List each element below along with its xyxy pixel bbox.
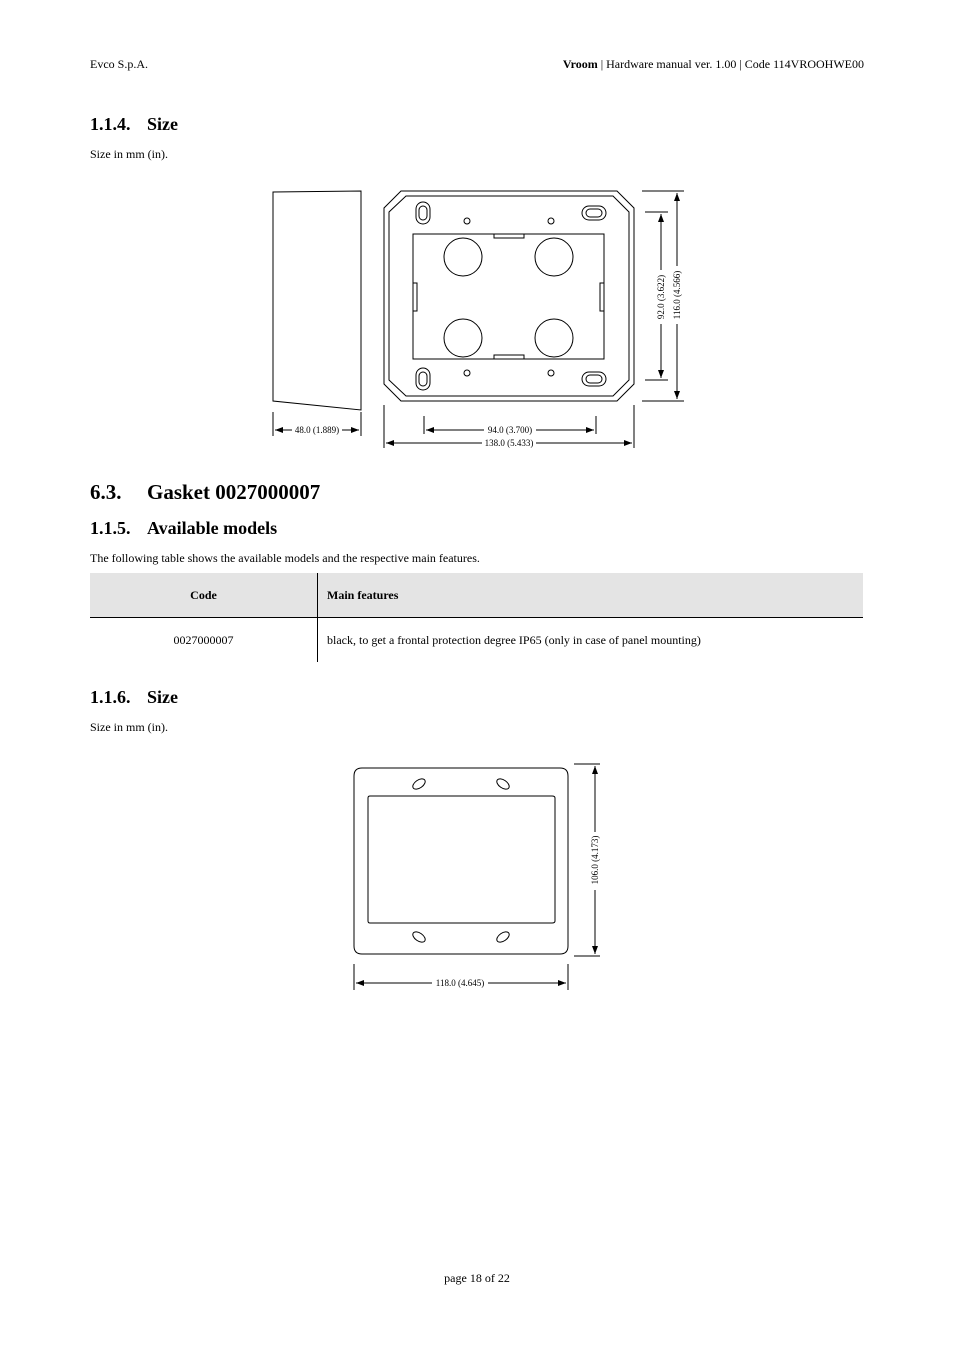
gasket-window — [368, 796, 555, 923]
section-heading-size-2: 1.1.6. Size — [90, 687, 178, 707]
knockout-3 — [444, 319, 482, 357]
section-heading-gasket: 6.3. Gasket 0027000007 — [90, 480, 321, 504]
column-header-code: Code — [90, 573, 318, 618]
screw-3 — [464, 370, 470, 376]
gasket-hole-3 — [411, 930, 427, 945]
dim-gasket-width: 118.0 (4.645) — [435, 978, 485, 988]
gasket-hole-4 — [495, 930, 511, 945]
column-header-features: Main features — [318, 573, 864, 618]
dim-outer-width: 138.0 (5.433) — [484, 438, 534, 448]
gasket-dimension-drawing — [0, 750, 954, 1000]
front-view-outline — [384, 191, 634, 401]
dim-outer-height: 116.0 (4.566) — [672, 270, 682, 320]
slot-bottom-left — [416, 368, 430, 390]
gasket-hole-1 — [411, 777, 427, 792]
dim-depth: 48.0 (1.889) — [294, 425, 340, 435]
models-intro-text: The following table shows the available models and the respective main features. — [90, 551, 480, 565]
dim-inner-width: 94.0 (3.700) — [487, 425, 533, 435]
screw-2 — [548, 218, 554, 224]
header-company: Evco S.p.A. — [90, 57, 148, 71]
table-row — [90, 618, 863, 663]
cell-features: black, to get a frontal protection degree IP65 (only in case of panel mounting) — [327, 632, 701, 647]
dim-inner-height: 92.0 (3.622) — [656, 274, 666, 320]
header-doc-details: | Hardware manual ver. 1.00 | Code 114VROOHWE00 — [597, 57, 864, 71]
cell-code: 0027000007 — [90, 618, 318, 663]
side-view-outline — [273, 191, 361, 410]
knockout-1 — [444, 238, 482, 276]
device-dimension-drawing — [0, 0, 954, 460]
table-header-row — [90, 573, 863, 618]
dim-gasket-height: 106.0 (4.173) — [590, 835, 600, 885]
knockout-2 — [535, 238, 573, 276]
size-2-text: Size in mm (in). — [90, 720, 168, 734]
inner-recess — [413, 234, 604, 359]
section-heading-models: 1.1.5. Available models — [90, 518, 278, 538]
screw-1 — [464, 218, 470, 224]
screw-4 — [548, 370, 554, 376]
section-heading-size-1: 1.1.4. Size — [90, 114, 178, 134]
slot-top-left — [416, 202, 430, 224]
front-view-inner-outline — [389, 196, 629, 396]
models-table — [90, 573, 863, 662]
header-product: Vroom — [562, 57, 598, 71]
knockout-4 — [535, 319, 573, 357]
size-1-text: Size in mm (in). — [90, 147, 168, 161]
page-number: page 18 of 22 — [444, 1271, 510, 1285]
gasket-hole-2 — [495, 777, 511, 792]
